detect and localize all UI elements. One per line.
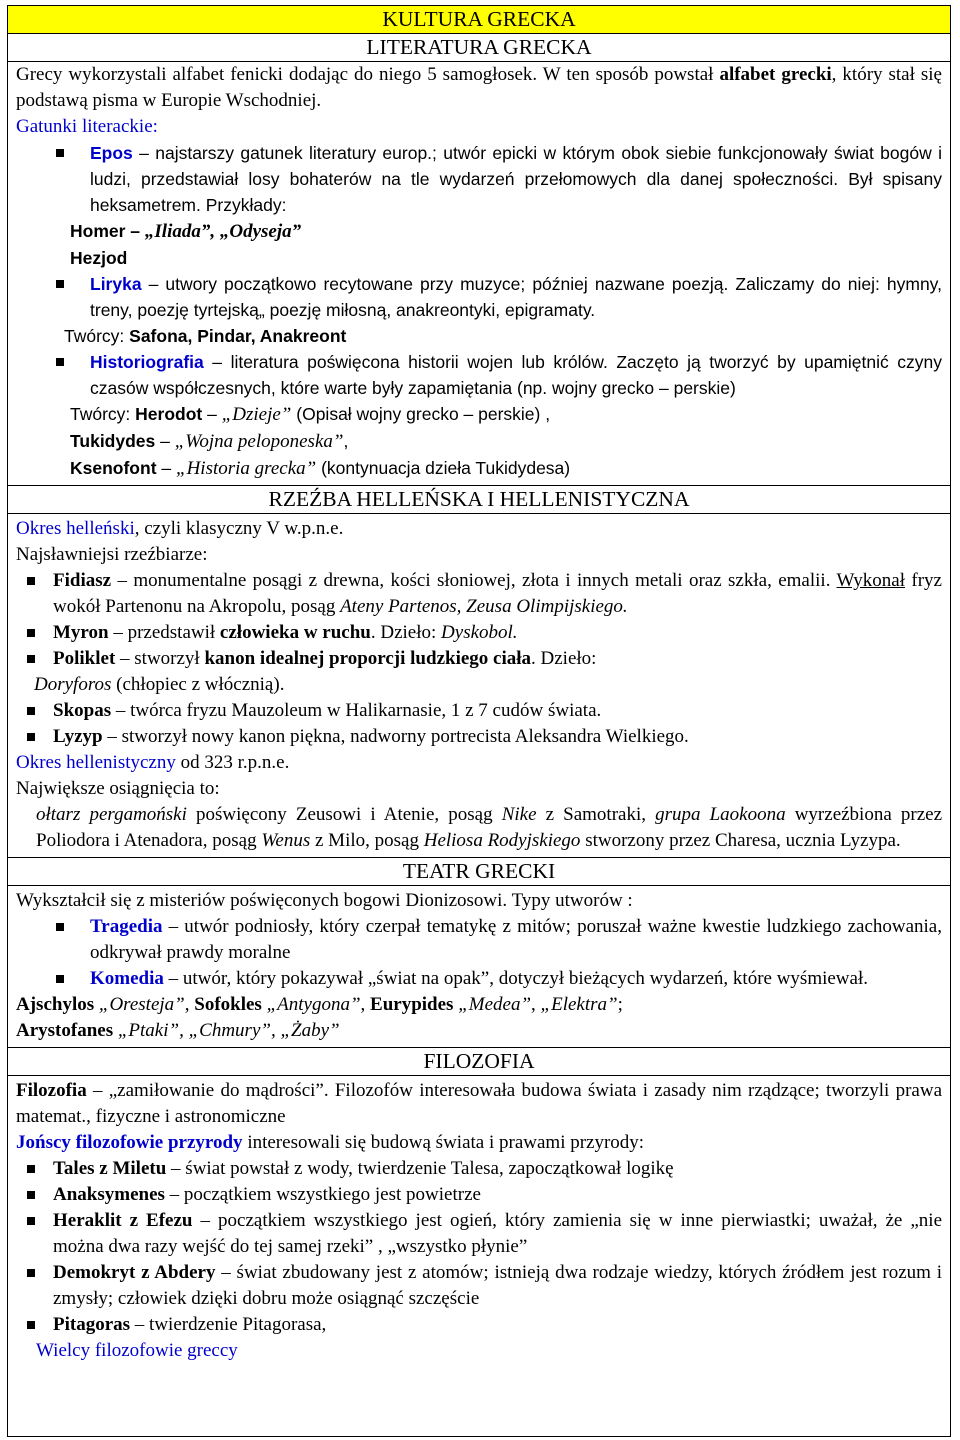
section-literatura [8,62,950,486]
jonscy-line: Jońscy filozofowie przyrody interesowali się budową świata i prawami przyrody: [16,1132,645,1153]
doryforos-line: Doryforos (chłopiec z włócznią). [34,674,285,695]
okres-hellenski: Okres helleński, czyli klasyczny V w.p.n.e. [16,518,344,539]
header-filozofia: FILOZOFIA [8,1048,950,1076]
section-filozofia [8,1076,950,1367]
list-item-historiografia: Historiografia – literatura poświęcona historii wojen lub królów. Zaczęto ją tworzyć by upamiętnić czyny czasów współczesnych, które warte były zapamiętania (np. wojny grecko – perskie) [16,349,942,401]
list-item-demokryt: Demokryt z Abdery – świat zbudowany jest z atomów; istnieją dwa rodzaje wiedzy, których źródłem jest rozum i zmysły; człowiek dzięki dobru może osiągnąć szczęście [16,1260,942,1312]
list-item-fidiasz: Fidiasz – monumentalne posągi z drewna, kości słoniowej, złota i innych metali oraz szkła, emalii. Wykonał fryz wokół Partenonu na Akropolu, posąg Ateny Partenos, Zeusa Olimpijskiego. [16,568,942,620]
header-teatr: TEATR GRECKI [8,858,950,886]
list-item-pitagoras: Pitagoras – twierdzenie Pitagorasa, [16,1312,942,1338]
section-teatr [8,886,950,1048]
square-bullet-icon [27,577,35,585]
gatunki-heading: Gatunki literackie: [16,116,158,137]
teatr-intro: Wykształcił się z misteriów poświęconych bogowi Dionizosowi. Typy utworów : [16,890,633,911]
list-item-poliklet: Poliklet – stworzył kanon idealnej proporcji ludzkiego ciała. Dzieło: [16,646,942,672]
square-bullet-icon [56,923,64,931]
list-item-skopas: Skopas – twórca fryzu Mauzoleum w Halikarnasie, 1 z 7 cudów świata. [16,698,942,724]
square-bullet-icon [56,975,64,983]
list-item-myron: Myron – przedstawił człowieka w ruchu. Dzieło: Dyskobol. [16,620,942,646]
square-bullet-icon [27,733,35,741]
header-literatura: LITERATURA GRECKA [8,34,950,62]
filozofia-definition: Filozofia – „zamiłowanie do mądrości”. Filozofów interesowała budowa świata i zasady nim rządzące; tworzyli prawa matemat., fizyczne i astronomiczne [16,1080,942,1127]
square-bullet-icon [27,655,35,663]
teatr-authors-line1: Ajschylos „Oresteja”, Sofokles „Antygona”, Eurypides „Medea”, „Elektra”; [16,994,623,1015]
header-kultura: KULTURA GRECKA [8,6,950,34]
square-bullet-icon [27,1321,35,1329]
section-rzezba [8,514,950,858]
square-bullet-icon [27,629,35,637]
tukidydes-line: Tukidydes – „Wojna peloponeska”, [70,431,349,452]
square-bullet-icon [27,707,35,715]
square-bullet-icon [27,1217,35,1225]
list-item-liryka: Liryka – utwory początkowo recytowane przy muzyce; później nazwane poezją. Zaliczamy do niej: hymny, treny, poezję tyrtejską„ poezję miłosną, anakreontyki, epigramaty. [16,271,942,323]
herodot-line: Twórcy: Herodot – „Dzieje” (Opisał wojny grecko – perskie) , [70,404,551,425]
tworcy-liryka: Twórcy: Safona, Pindar, Anakreont [64,326,347,346]
header-rzezba: RZEŹBA HELLEŃSKA I HELLENISTYCZNA [8,486,950,514]
najslawniejsi-heading: Najsławniejsi rzeźbiarze: [16,544,208,565]
list-item-heraklit: Heraklit z Efezu – początkiem wszystkiego jest ogień, który zamienia się w inne pierwiastki; uważał, że „nie można dwa razy wejść do tej samej rzeki” , „wszystko płynie” [16,1208,942,1260]
square-bullet-icon [27,1165,35,1173]
list-item-tales: Tales z Miletu – świat powstał z wody, twierdzenie Talesa, zapoczątkował logikę [16,1156,942,1182]
osiagniecia-text: ołtarz pergamoński poświęcony Zeusowi i Atenie, posąg Nike z Samotraki, grupa Laokoona wyrzeźbiona przez Poliodora i Atenadora, posąg Wenus z Milo, posąg Heliosa Rodyjskiego stworzony przez Charesa, ucznia Lyzypa. [36,804,943,851]
square-bullet-icon [56,358,64,366]
list-item-lyzyp: Lyzyp – stworzył nowy kanon piękna, nadworny portrecista Aleksandra Wielkiego. [16,724,942,750]
document-page [7,5,951,1437]
square-bullet-icon [27,1269,35,1277]
square-bullet-icon [56,280,64,288]
list-item-epos: Epos – najstarszy gatunek literatury europ.; utwór epicki w którym obok siebie funkcjonowały świat bogów i ludzi, przedstawiał losy bohaterów na tle wydarzeń przełomowych dla danej społeczności. Był spisany heksametrem. Przykłady: [16,140,942,218]
teatr-authors-line2: Arystofanes „Ptaki”, „Chmury”, „Żaby” [16,1020,340,1041]
homer-line: Homer – „Iliada”, „Odyseja” [70,221,302,242]
list-item-anaksymenes: Anaksymenes – początkiem wszystkiego jest powietrze [16,1182,942,1208]
okres-hellenistyczny: Okres hellenistyczny od 323 r.p.n.e. [16,752,290,773]
list-item-tragedia: Tragedia – utwór podniosły, który czerpał tematykę z mitów; poruszał ważne kwestie ludzkiego zachowania, odkrywał prawdy moralne [16,914,942,966]
lit-intro: Grecy wykorzystali alfabet fenicki dodając do niego 5 samogłosek. W ten sposób powstał alfabet grecki, który stał się podstawą pisma w Europie Wschodniej. [16,64,942,111]
hezjod-line: Hezjod [70,248,128,268]
list-item-komedia: Komedia – utwór, który pokazywał „świat na opak”, dotyczył bieżących wydarzeń, które wyśmiewał. [16,966,942,992]
square-bullet-icon [27,1191,35,1199]
square-bullet-icon [56,149,64,157]
najwieksze-heading: Największe osiągnięcia to: [16,778,220,799]
ksenofont-line: Ksenofont – „Historia grecka” (kontynuacja dzieła Tukidydesa) [70,458,571,479]
wielcy-filozofowie-heading: Wielcy filozofowie greccy [36,1340,238,1361]
